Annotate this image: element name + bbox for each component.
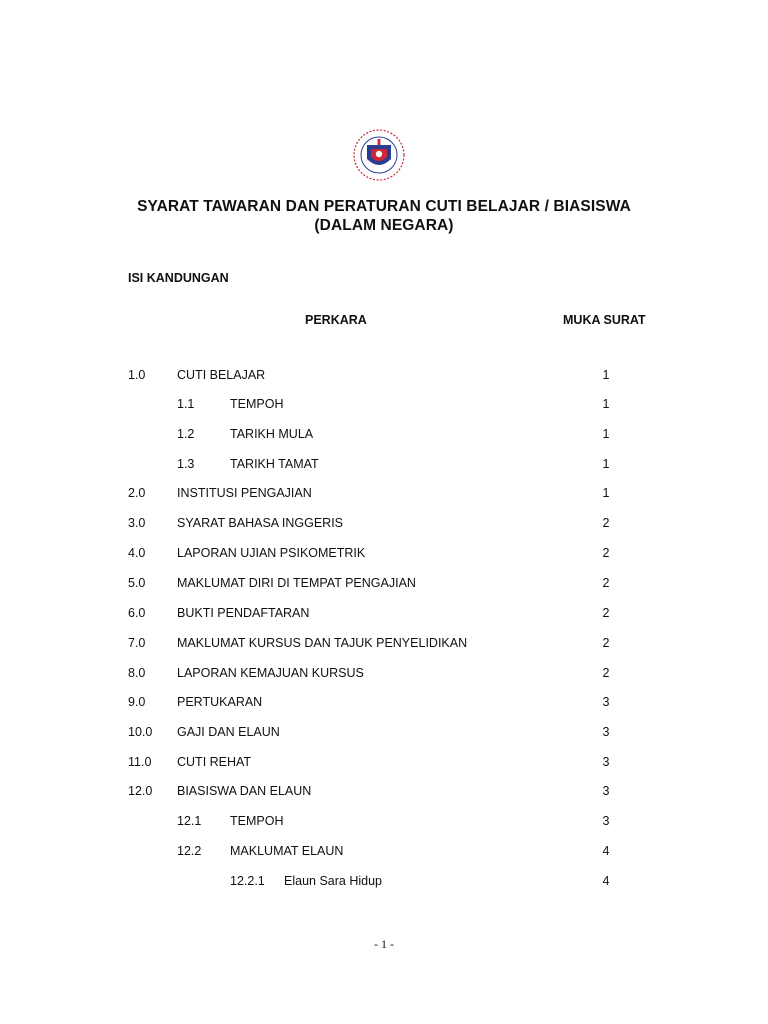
toc-entry-page: 3 — [602, 784, 610, 798]
toc-entry — [0, 457, 768, 477]
title-line-2: (DALAM NEGARA) — [314, 217, 454, 234]
toc-entry-label: SYARAT BAHASA INGGERIS — [177, 516, 344, 530]
toc-entry-number: 4.0 — [128, 546, 146, 560]
toc-entry-number: 12.0 — [128, 784, 153, 798]
toc-entry — [0, 844, 768, 864]
document-title — [0, 197, 768, 235]
toc-entry-label: GAJI DAN ELAUN — [177, 725, 280, 739]
title-line-1: SYARAT TAWARAN DAN PERATURAN CUTI BELAJAR / BIASISWA — [137, 198, 631, 215]
toc-entry-page: 2 — [602, 576, 610, 590]
toc-entry-label: TARIKH TAMAT — [230, 457, 319, 471]
toc-entry — [0, 695, 768, 715]
toc-entry-label: BUKTI PENDAFTARAN — [177, 606, 310, 620]
toc-entry — [0, 368, 768, 388]
toc-entry — [0, 636, 768, 656]
toc-entry — [0, 784, 768, 804]
toc-entry-page: 4 — [602, 844, 610, 858]
toc-entry-label: CUTI REHAT — [177, 755, 252, 769]
toc-entry-label: LAPORAN UJIAN PSIKOMETRIK — [177, 546, 366, 560]
toc-entry-label: PERTUKARAN — [177, 695, 263, 709]
toc-entry-label: TEMPOH — [230, 397, 284, 411]
toc-entry-page: 2 — [602, 546, 610, 560]
page-number: - 1 - — [374, 937, 394, 951]
toc-entry-page: 4 — [602, 874, 610, 888]
toc-entry-number: 12.2 — [177, 844, 202, 858]
toc-entry-page: 2 — [602, 606, 610, 620]
toc-entry-label: BIASISWA DAN ELAUN — [177, 784, 312, 798]
toc-entry — [0, 666, 768, 686]
toc-entry-page: 1 — [602, 397, 610, 411]
toc-entry-page: 1 — [602, 457, 610, 471]
toc-entry — [0, 516, 768, 536]
toc-entry-number: 5.0 — [128, 576, 146, 590]
toc-entry-number: 7.0 — [128, 636, 146, 650]
column-header-perkara: PERKARA — [305, 313, 367, 327]
toc-entry — [0, 427, 768, 447]
toc-entry-number: 11.0 — [128, 755, 152, 769]
uthm-crest-icon — [350, 125, 408, 183]
toc-entry-page: 3 — [602, 695, 610, 709]
toc-entry-label: INSTITUSI PENGAJIAN — [177, 486, 312, 500]
toc-entry-page: 1 — [602, 427, 610, 441]
toc-entry-label: LAPORAN KEMAJUAN KURSUS — [177, 666, 364, 680]
toc-entry-page: 1 — [602, 486, 610, 500]
toc-entry-page: 2 — [602, 636, 610, 650]
toc-entry-page: 1 — [602, 368, 610, 382]
toc-entry-number: 1.2 — [177, 427, 195, 441]
toc-heading: ISI KANDUNGAN — [128, 271, 229, 285]
toc-entry — [0, 576, 768, 596]
toc-entry-label: MAKLUMAT ELAUN — [230, 844, 344, 858]
toc-entry-label: TEMPOH — [230, 814, 284, 828]
toc-entry-page: 3 — [602, 814, 610, 828]
toc-entry-number: 10.0 — [128, 725, 153, 739]
toc-entry-number: 1.0 — [128, 368, 146, 382]
toc-entry-number: 1.1 — [177, 397, 195, 411]
toc-entry — [0, 755, 768, 775]
toc-entry-number: 12.2.1 — [230, 874, 265, 888]
toc-entry-number: 6.0 — [128, 606, 146, 620]
toc-entry-label: TARIKH MULA — [230, 427, 314, 441]
toc-entry-page: 3 — [602, 755, 610, 769]
toc-entry-label: MAKLUMAT DIRI DI TEMPAT PENGAJIAN — [177, 576, 416, 590]
toc-entry — [0, 546, 768, 566]
column-header-muka-surat: MUKA SURAT — [563, 313, 646, 327]
toc-entry — [0, 397, 768, 417]
toc-entry — [0, 874, 768, 894]
toc-entry — [0, 725, 768, 745]
toc-entry — [0, 814, 768, 834]
toc-entry-label: MAKLUMAT KURSUS DAN TAJUK PENYELIDIKAN — [177, 636, 468, 650]
toc-entry-number: 2.0 — [128, 486, 146, 500]
toc-entry-number: 9.0 — [128, 695, 146, 709]
toc-entry-number: 12.1 — [177, 814, 202, 828]
toc-entry-page: 2 — [602, 666, 610, 680]
toc-entry — [0, 606, 768, 626]
toc-entry-page: 3 — [602, 725, 610, 739]
toc-entry — [0, 486, 768, 506]
toc-entry-page: 2 — [602, 516, 610, 530]
toc-entry-label: CUTI BELAJAR — [177, 368, 266, 382]
toc-entry-label: Elaun Sara Hidup — [284, 874, 382, 888]
toc-entry-number: 1.3 — [177, 457, 195, 471]
toc-entry-number: 3.0 — [128, 516, 146, 530]
toc-entry-number: 8.0 — [128, 666, 146, 680]
